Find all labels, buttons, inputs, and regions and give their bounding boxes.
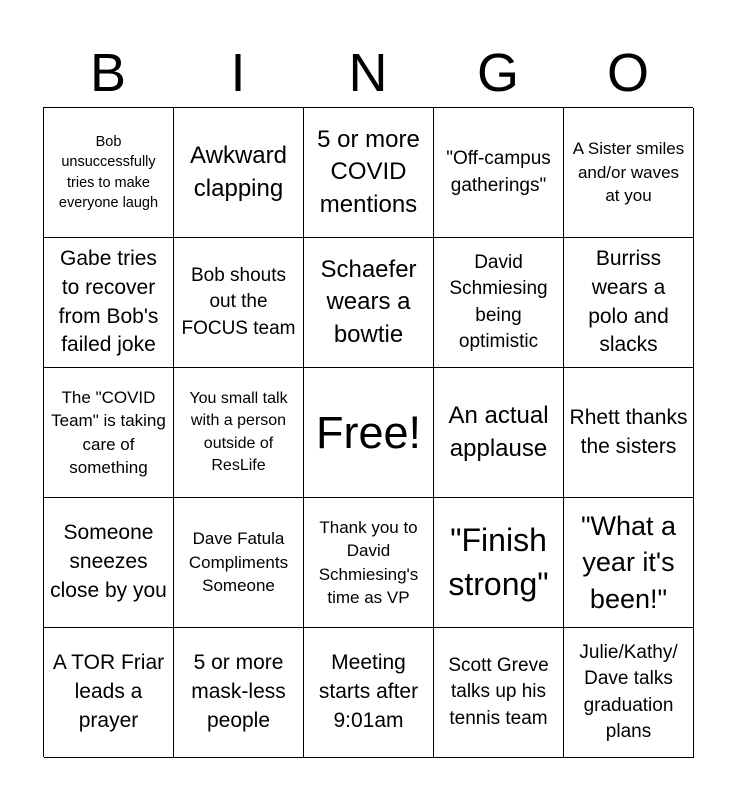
bingo-cell-r5c3[interactable] xyxy=(304,628,434,758)
cell-text: Gabe tries to recover from Bob's failed joke xyxy=(58,246,159,357)
cell-text: Rhett thanks the sisters xyxy=(569,405,688,458)
cell-text: "Off-campus gatherings" xyxy=(446,148,551,196)
cell-text: You small talk with a person outside of ResLife xyxy=(189,389,288,474)
bingo-cell-r2c3[interactable] xyxy=(304,238,434,368)
cell-text: Thank you to David Schmiesing's time as VP xyxy=(318,517,419,607)
cell-text: Someone sneezes close by you xyxy=(50,521,167,602)
bingo-cell-r2c5[interactable] xyxy=(564,238,694,368)
bingo-cell-r3c4[interactable] xyxy=(434,368,564,498)
header-letter-n: N xyxy=(348,43,388,103)
bingo-cell-r2c4[interactable] xyxy=(434,238,564,368)
bingo-cell-r1c3[interactable] xyxy=(304,108,434,238)
bingo-cell-r5c5[interactable] xyxy=(564,628,694,758)
bingo-cell-r5c4[interactable] xyxy=(434,628,564,758)
cell-text: Schaefer wears a bowtie xyxy=(320,255,417,348)
bingo-cell-r1c2[interactable] xyxy=(174,108,304,238)
cell-text: 5 or more mask-less people xyxy=(191,651,286,732)
header-letter-i: I xyxy=(230,43,246,103)
cell-text: Burriss wears a polo and slacks xyxy=(588,246,669,357)
bingo-header xyxy=(43,38,693,108)
cell-text: 5 or more COVID mentions xyxy=(317,125,420,218)
cell-text: Bob unsuccessfully tries to make everyone laugh xyxy=(58,133,159,211)
bingo-cell-r1c1[interactable] xyxy=(44,108,174,238)
bingo-cell-r1c4[interactable] xyxy=(434,108,564,238)
cell-text: Julie/Kathy/ Dave talks graduation plans xyxy=(579,642,678,742)
cell-text: A Sister smiles and/or waves at you xyxy=(572,139,685,206)
bingo-cell-r4c2[interactable] xyxy=(174,498,304,628)
header-letter-b: B xyxy=(89,43,127,103)
bingo-cell-r3c1[interactable] xyxy=(44,368,174,498)
cell-text: Awkward clapping xyxy=(190,142,287,202)
bingo-cell-r4c5[interactable] xyxy=(564,498,694,628)
cell-text: Free! xyxy=(315,406,422,458)
bingo-cell-r2c2[interactable] xyxy=(174,238,304,368)
bingo-cell-r5c2[interactable] xyxy=(174,628,304,758)
cell-text: Bob shouts out the FOCUS team xyxy=(181,265,296,339)
cell-text: Meeting starts after 9:01am xyxy=(318,651,419,732)
header-letter-o: O xyxy=(606,43,649,103)
bingo-cell-r2c1[interactable] xyxy=(44,238,174,368)
cell-text: An actual applause xyxy=(448,402,549,462)
bingo-cell-r3c2[interactable] xyxy=(174,368,304,498)
cell-text: The "COVID Team" is taking care of something xyxy=(51,387,166,477)
cell-text: A TOR Friar leads a prayer xyxy=(52,651,165,732)
bingo-cell-r4c1[interactable] xyxy=(44,498,174,628)
cell-text: "What a year it's been!" xyxy=(580,510,677,614)
cell-text: David Schmiesing being optimistic xyxy=(449,252,548,352)
header-letter-g: G xyxy=(476,43,519,103)
bingo-cell-r1c5[interactable] xyxy=(564,108,694,238)
cell-text: "Finish strong" xyxy=(448,522,549,602)
bingo-cell-r4c4[interactable] xyxy=(434,498,564,628)
cell-text: Dave Fatula Compliments Someone xyxy=(188,529,289,596)
cell-text: Scott Greve talks up his tennis team xyxy=(448,655,549,729)
bingo-cell-free-space[interactable] xyxy=(304,368,434,498)
bingo-cell-r5c1[interactable] xyxy=(44,628,174,758)
bingo-cell-r3c5[interactable] xyxy=(564,368,694,498)
bingo-cell-r4c3[interactable] xyxy=(304,498,434,628)
bingo-grid xyxy=(43,107,693,757)
